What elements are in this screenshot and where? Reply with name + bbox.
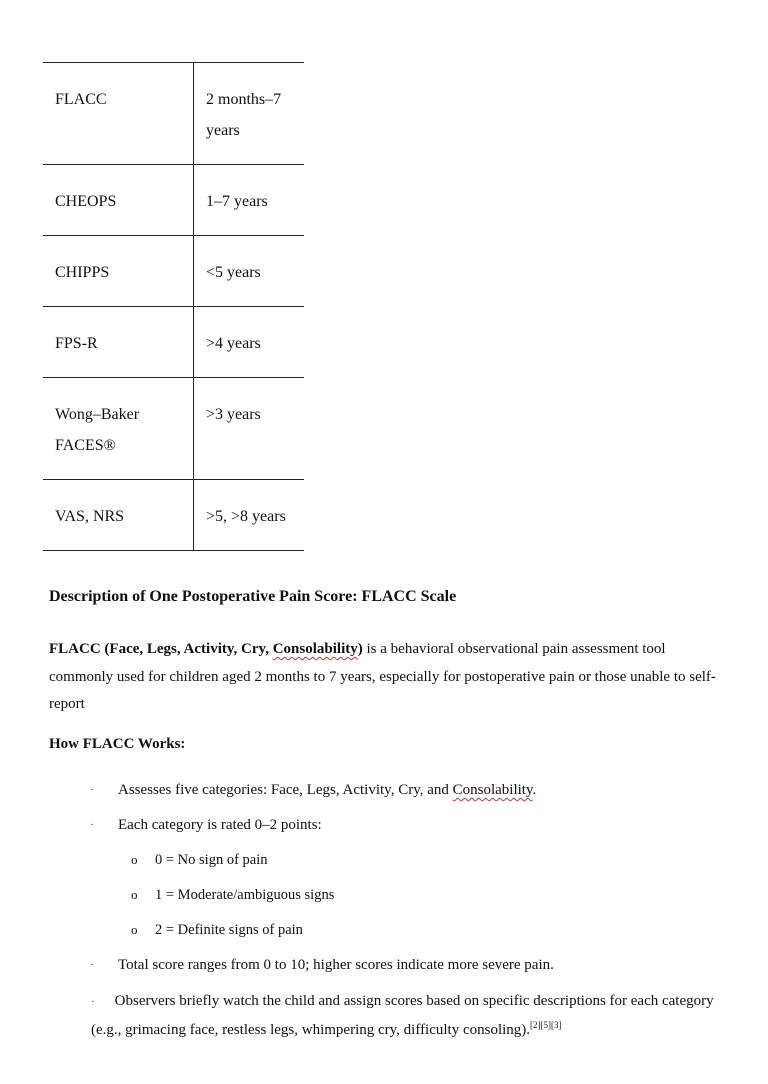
bullet-text: Total score ranges from 0 to 10; higher scores indicate more severe pain. — [118, 957, 554, 973]
age-cell — [194, 165, 305, 236]
bullet-text: Each category is rated 0–2 points: — [118, 817, 322, 833]
list-item — [90, 811, 322, 839]
table-row — [43, 236, 304, 307]
tool-name: VAS, NRS — [55, 508, 125, 525]
sub-item-text: 0 = No sign of pain — [155, 852, 268, 868]
how-heading: How FLACC Works: — [49, 736, 186, 752]
sub-bullet-marker: o — [131, 887, 138, 902]
tool-name: FLACC — [55, 91, 107, 108]
table-row — [43, 165, 304, 236]
bullet-marker: · — [91, 996, 95, 1008]
tool-cell — [43, 236, 194, 307]
tool-name: CHEOPS — [55, 193, 117, 210]
tool-name: Wong–Baker FACES® — [55, 406, 140, 454]
list-item — [90, 951, 554, 979]
intro-bold-close: ) — [357, 641, 363, 657]
sub-list-item — [131, 846, 268, 874]
age-range: >4 years — [206, 335, 261, 352]
table-row — [43, 307, 304, 378]
spellcheck-word[interactable]: Consolability — [272, 641, 358, 657]
intro-paragraph — [49, 636, 729, 719]
bullet-text: Assesses five categories: Face, Legs, Activity, Cry, and — [118, 782, 453, 798]
table-row — [43, 480, 304, 551]
sub-item-text: 1 = Moderate/ambiguous signs — [155, 887, 335, 903]
list-item — [91, 987, 721, 1044]
sub-list-item — [131, 881, 335, 909]
age-range: >5, >8 years — [206, 508, 286, 525]
section-heading: Description of One Postoperative Pain Score: FLACC Scale — [49, 588, 457, 605]
age-cell — [194, 378, 305, 480]
tool-cell — [43, 165, 194, 236]
intro-text: is a behavioral observational pain assessment tool commonly used for children aged 2 months to 7 years, especially for postoperative pain or those unable to self-report — [49, 641, 716, 712]
age-cell — [194, 236, 305, 307]
table-row — [43, 63, 304, 165]
bullet-marker: · — [90, 819, 94, 831]
tool-cell — [43, 307, 194, 378]
bullet-text-end: . — [532, 782, 537, 798]
table-row — [43, 378, 304, 480]
sub-item-text: 2 = Definite signs of pain — [155, 922, 303, 938]
age-scale-table — [43, 62, 304, 551]
spellcheck-word[interactable]: Consolability — [452, 782, 533, 798]
tool-name: CHIPPS — [55, 264, 110, 281]
age-cell — [194, 480, 305, 551]
sub-bullet-marker: o — [131, 852, 138, 867]
sub-list-item — [131, 916, 303, 944]
bullet-text: Observers briefly watch the child and assign scores based on specific descriptions for each category (e.g., grimacing face, restless legs, whimpering cry, difficulty consoling). — [91, 993, 714, 1038]
tool-cell — [43, 63, 194, 165]
age-range: 2 months–7 years — [206, 91, 282, 139]
tool-cell — [43, 378, 194, 480]
age-range: 1–7 years — [206, 193, 268, 210]
list-item — [90, 776, 537, 804]
age-cell — [194, 63, 305, 165]
tool-cell — [43, 480, 194, 551]
citation-refs[interactable]: [2][5][3] — [530, 1020, 562, 1030]
sub-bullet-marker: o — [131, 922, 138, 937]
bullet-marker: · — [90, 959, 94, 971]
age-range: >3 years — [206, 406, 261, 423]
intro-bold-lead: FLACC (Face, Legs, Activity, Cry, — [49, 641, 273, 657]
tool-name: FPS-R — [55, 335, 98, 352]
bullet-marker: · — [90, 784, 94, 796]
age-cell — [194, 307, 305, 378]
age-range: <5 years — [206, 264, 261, 281]
